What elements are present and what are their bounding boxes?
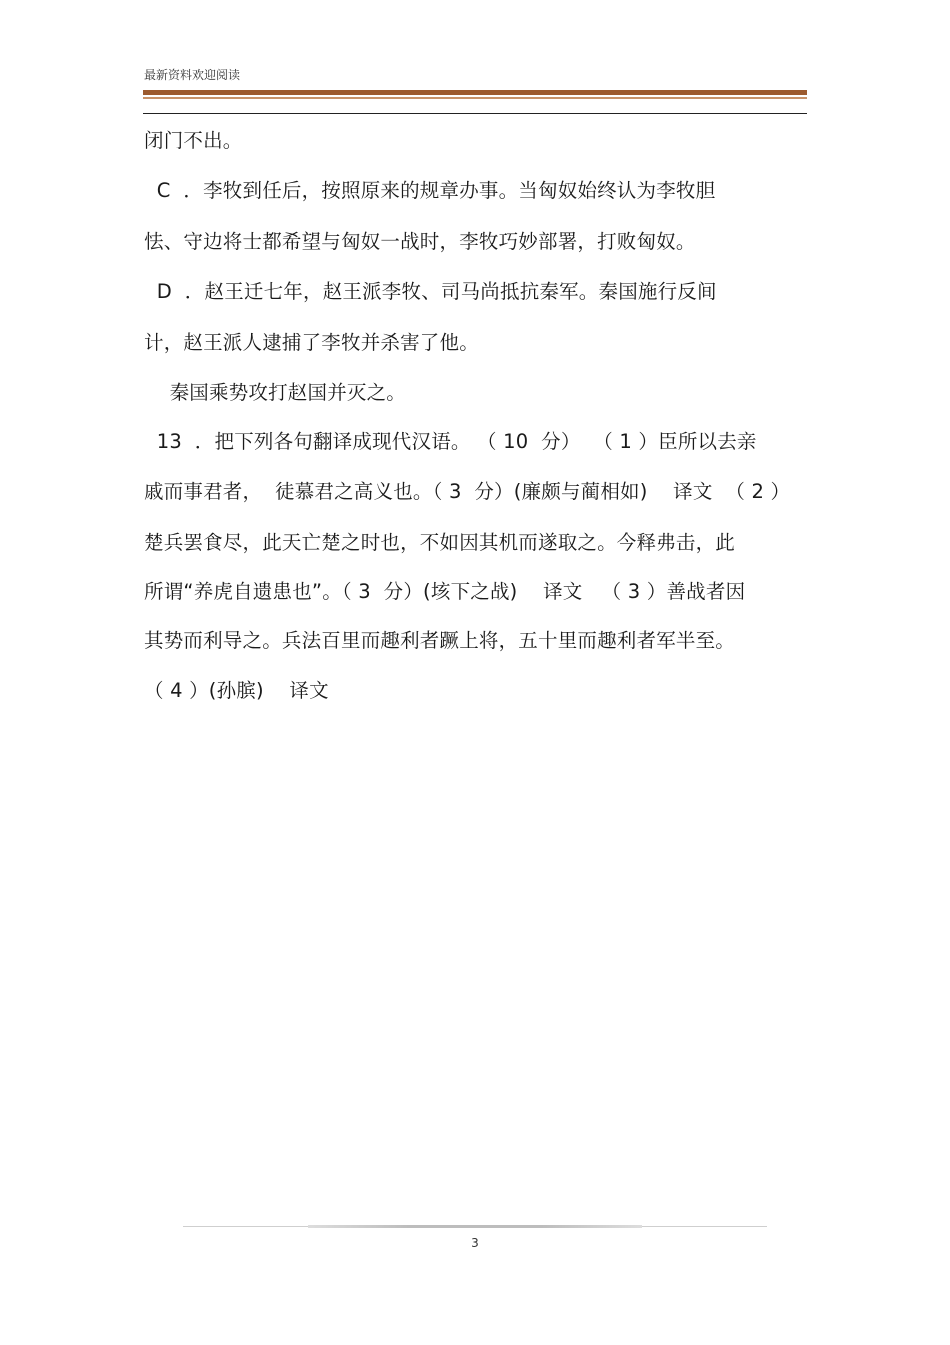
body-line-3: 怯、守边将士都希望与匈奴一战时，李牧巧妙部署，打败匈奴。 [144,230,696,253]
header-divider-black [143,113,807,114]
body-line-10: 所谓“养虎自遗患也”。（ 3 分）(垓下之战) 译文 （ 3 ）善战者因 [144,580,746,603]
header-text: 最新资料欢迎阅读 [144,68,241,82]
body-line-11: 其势而利导之。兵法百里而趣利者蹶上将，五十里而趣利者军半至。 [144,629,736,652]
body-line-1: 闭门不出。 [144,129,243,152]
body-line-5: 计，赵王派人逮捕了李牧并杀害了他。 [144,331,479,354]
body-line-12: （ 4 ）(孙膑) 译文 [144,679,329,702]
body-line-8: 戚而事君者， 徒慕君之高义也。（ 3 分）(廉颇与蔺相如) 译文 （ 2 ） [144,480,791,503]
header-divider-thick [143,90,807,95]
body-line-9: 楚兵罢食尽，此天亡楚之时也，不如因其机而遂取之。今释弗击，此 [144,531,736,554]
body-line-4: D ．赵王迁七年，赵王派李牧、司马尚抵抗秦军。秦国施行反间 [144,280,717,303]
body-line-2: C ．李牧到任后，按照原来的规章办事。当匈奴始终认为李牧胆 [144,179,716,202]
body-line-6: 秦国乘势攻打赵国并灭之。 [144,381,406,404]
header-divider-thin [143,97,807,99]
page-number: 3 [471,1236,479,1250]
body-line-7: 13 ．把下列各句翻译成现代汉语。 （ 10 分） （ 1 ）臣所以去亲 [144,430,757,453]
footer-divider-accent [308,1225,642,1228]
